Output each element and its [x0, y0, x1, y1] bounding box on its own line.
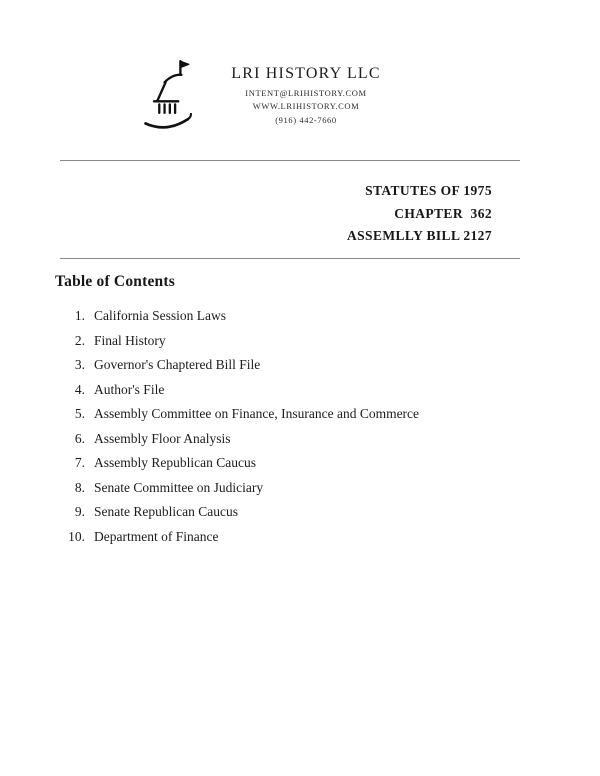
toc-item-number: 9. [74, 504, 85, 519]
company-text-block [231, 65, 381, 127]
letterhead [0, 58, 600, 134]
toc-item-label: Department of Finance [94, 528, 219, 544]
toc-item [55, 308, 535, 333]
toc-item-number: 3. [74, 357, 85, 372]
toc-item-label: Assembly Republican Caucus [94, 455, 256, 470]
toc-item-label: Senate Committee on Judiciary [94, 479, 264, 495]
letterhead-group [141, 58, 381, 134]
toc-item [55, 504, 535, 529]
chapter-line: CHAPTER 362 [394, 205, 492, 221]
assembly-bill-line: ASSEMLLY BILL 2127 [346, 228, 492, 243]
toc-item-label: Governor's Chaptered Bill File [94, 357, 261, 372]
toc-item-number: 6. [74, 430, 85, 446]
toc-item-number: 10. [68, 528, 85, 544]
toc-item [55, 406, 535, 431]
toc-item-label: Senate Republican Caucus [94, 504, 238, 519]
company-phone: (916) 442-7660 [275, 114, 337, 125]
toc-item-label: Final History [94, 332, 166, 348]
toc-item-number: 8. [74, 479, 85, 495]
statute-title-block [347, 180, 492, 248]
toc-item-number: 2. [74, 332, 85, 348]
toc-list [55, 308, 535, 553]
toc-item-label: Assembly Committee on Finance, Insurance and Commerce [94, 406, 420, 421]
toc-item-label: Author's File [94, 381, 165, 397]
divider-top [60, 160, 520, 161]
toc-item-number: 1. [74, 308, 85, 323]
company-email: INTENT@LRIHISTORY.COM [245, 88, 367, 99]
toc-item [55, 333, 535, 358]
toc-item [55, 455, 535, 480]
toc-item-label: Assembly Floor Analysis [94, 430, 231, 446]
company-name: LRI HISTORY LLC [231, 65, 381, 83]
statutes-year-line: STATUTES OF 1975 [365, 183, 492, 198]
toc-item [55, 382, 535, 407]
toc-item-number: 4. [74, 381, 85, 397]
company-logo-icon [141, 58, 205, 134]
company-website: WWW.LRIHISTORY.COM [252, 101, 360, 112]
toc-item [55, 357, 535, 382]
toc-item [55, 529, 535, 554]
divider-bottom [60, 258, 520, 259]
toc-item-number: 5. [74, 406, 85, 421]
toc-item [55, 431, 535, 456]
toc-item-number: 7. [74, 455, 85, 470]
toc-item [55, 480, 535, 505]
toc-heading: Table of Contents [55, 273, 175, 290]
toc-item-label: California Session Laws [94, 308, 226, 323]
